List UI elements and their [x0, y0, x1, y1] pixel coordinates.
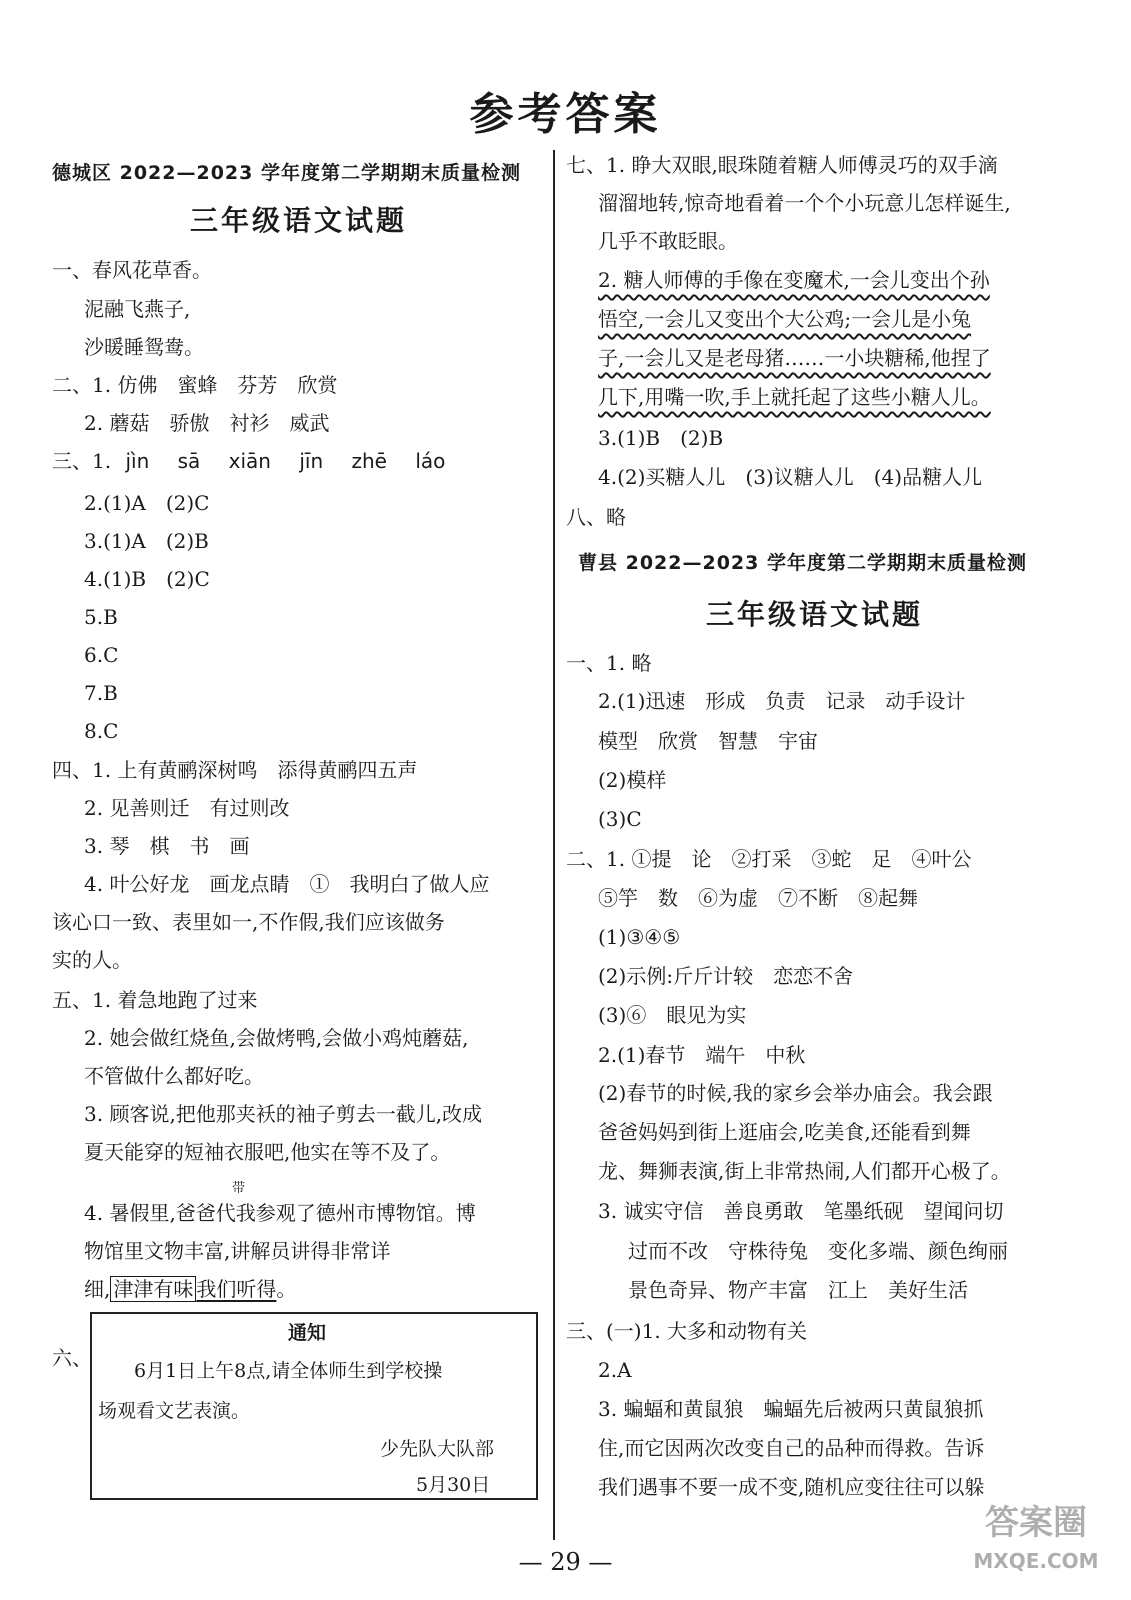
pinyin-item: jìn [125, 449, 150, 473]
answer-line: (1)③④⑤ [598, 925, 681, 949]
answer-line: 沙暖睡鸳鸯。 [84, 335, 204, 359]
answer-line: (3)C [598, 807, 642, 831]
answer-line: 2. 蘑菇 骄傲 衬衫 威武 [84, 411, 330, 435]
answer-line: 4. 叶公好龙 画龙点睛 ① 我明白了做人应 [84, 872, 490, 896]
answer-line: 七、1. 睁大双眼,眼珠随着糖人师傅灵巧的双手滴 [566, 153, 998, 177]
answer-line: 不管做什么都好吃。 [84, 1064, 264, 1088]
answer-line: (2)示例:斤斤计较 恋恋不舍 [598, 964, 854, 988]
answer-line: 过而不改 守株待兔 变化多端、颜色绚丽 [628, 1239, 1008, 1263]
answer-line: 2. 见善则迁 有过则改 [84, 796, 290, 820]
pinyin-item: láo [415, 449, 446, 473]
pinyin-prefix: 三、1. [52, 449, 112, 473]
answer-line: 该心口一致、表里如一,不作假,我们应该做务 [52, 910, 445, 934]
page-title: 参考答案 [469, 89, 662, 140]
answer-line: 3. 顾客说,把他那夹袄的袖子剪去一截儿,改成 [84, 1102, 483, 1126]
answer-line: 物馆里文物丰富,讲解员讲得非常详 [84, 1239, 391, 1263]
answer-line: 2. 糖人师傅的手像在变魔术,一会儿变出个孙 [598, 268, 990, 292]
answer-line: 几乎不敢眨眼。 [598, 229, 738, 253]
answer-line: (2)春节的时候,我的家乡会举办庙会。我会跟 [598, 1081, 993, 1105]
watermark-url: MXQE.COM [973, 1549, 1099, 1573]
answer-line: 一、1. 略 [566, 651, 652, 675]
pinyin-item: xiān [228, 449, 271, 473]
answer-line: 5.B [84, 605, 118, 629]
answer-line: 夏天能穿的短袖衣服吧,他实在等不及了。 [84, 1140, 451, 1164]
left-exam-subtitle: 三年级语文试题 [190, 204, 408, 237]
answer-line: 龙、舞狮表演,街上非常热闹,人们都开心极了。 [598, 1159, 1011, 1183]
answer-line: 二、1. ①提 论 ②打采 ③蛇 足 ④叶公 [566, 847, 972, 871]
answer-line: 8.C [84, 719, 119, 743]
answer-line: 二、1. 仿佛 蜜蜂 芬芳 欣赏 [52, 373, 338, 397]
answer-line: 爸爸妈妈到街上逛庙会,吃美食,还能看到舞 [598, 1120, 971, 1144]
right-exam-subtitle: 三年级语文试题 [706, 598, 924, 631]
notice-date: 5月30日 [416, 1474, 491, 1496]
answer-line: ⑤竽 数 ⑥为虚 ⑦不断 ⑧起舞 [598, 886, 918, 910]
answer-line: 3. 蝙蝠和黄鼠狼 蝙蝠先后被两只黄鼠狼抓 [598, 1397, 984, 1421]
answer-line: 2.(1)春节 端午 中秋 [598, 1043, 806, 1067]
notice-title: 通知 [288, 1322, 327, 1344]
notice-signer: 少先队大队部 [380, 1438, 495, 1460]
answer-line: 我们遇事不要一成不变,随机应变往往可以躲 [598, 1475, 985, 1499]
page-number: — 29 — [518, 1548, 613, 1576]
answer-line: 五、1. 着急地跑了过来 [52, 988, 258, 1012]
answer-line: 4. 暑假里,爸爸代我参观了德州市博物馆。博 [84, 1201, 476, 1225]
notice-body: 场观看文艺表演。 [98, 1400, 251, 1422]
answer-line: 2.(1)A (2)C [84, 491, 210, 515]
boxed-phrase: 津津有味 [110, 1276, 196, 1302]
notice-box [90, 1312, 538, 1500]
answer-line: 2. 她会做红烧鱼,会做烤鸭,会做小鸡炖蘑菇, [84, 1026, 469, 1050]
answer-line: 八、略 [566, 505, 626, 529]
pinyin-item: sā [177, 449, 201, 473]
answer-text: 细, [84, 1277, 111, 1301]
pinyin-item: zhē [351, 449, 387, 473]
column-divider [553, 150, 555, 1540]
answer-line: (2)模样 [598, 768, 667, 792]
answer-line: 一、春风花草香。 [52, 258, 212, 282]
answer-line: 模型 欣赏 智慧 宇宙 [598, 729, 818, 753]
right-exam-header: 曹县 2022—2023 学年度第二学期期末质量检测 [578, 552, 1027, 574]
pinyin-answers [52, 448, 467, 474]
answer-line: 6.C [84, 643, 119, 667]
insert-mark: 带 [232, 1181, 246, 1196]
answer-line: 3.(1)B (2)B [598, 426, 724, 450]
pinyin-item: jīn [299, 449, 324, 473]
underlined-phrase: 我们听得 [196, 1277, 277, 1301]
site-watermark [961, 1500, 1111, 1590]
answer-line: 4.(1)B (2)C [84, 567, 210, 591]
answer-line: 2.(1)迅速 形成 负责 记录 动手设计 [598, 689, 966, 713]
answer-line: 3. 琴 棋 书 画 [84, 834, 250, 858]
answer-line: 实的人。 [52, 948, 132, 972]
answer-line: 三、(一)1. 大多和动物有关 [566, 1319, 808, 1343]
answer-line: 2.A [598, 1358, 632, 1382]
watermark-logo: 答案圈 [985, 1503, 1087, 1543]
answer-line: 住,而它因两次改变自己的品种而得救。告诉 [598, 1436, 985, 1460]
answer-line: 3. 诚实守信 善良勇敢 笔墨纸砚 望闻问切 [598, 1199, 1004, 1223]
answer-line: 几下,用嘴一吹,手上就托起了这些小糖人儿。 [598, 385, 991, 409]
answer-line: 溜溜地转,惊奇地看着一个个小玩意儿怎样诞生, [598, 191, 1011, 215]
section-label: 六、 [52, 1346, 92, 1370]
answer-line: 3.(1)A (2)B [84, 529, 209, 553]
answer-line-mixed [84, 1276, 296, 1302]
answer-line: 7.B [84, 681, 118, 705]
answer-line: (3)⑥ 眼见为实 [598, 1003, 747, 1027]
answer-text: 。 [276, 1277, 297, 1301]
answer-line: 4.(2)买糖人儿 (3)议糖人儿 (4)品糖人儿 [598, 465, 983, 489]
answer-line: 泥融飞燕子, [84, 297, 191, 321]
notice-body: 6月1日上午8点,请全体师生到学校操 [134, 1360, 443, 1382]
answer-line: 四、1. 上有黄鹂深树鸣 添得黄鹂四五声 [52, 758, 418, 782]
answer-line: 子,一会儿又是老母猪……一小块糖稀,他捏了 [598, 346, 991, 370]
left-exam-header: 德城区 2022—2023 学年度第二学期期末质量检测 [52, 162, 521, 184]
answer-line: 景色奇异、物产丰富 江上 美好生活 [628, 1278, 968, 1302]
answer-line: 悟空,一会儿又变出个大公鸡;一会儿是小兔 [598, 307, 972, 331]
